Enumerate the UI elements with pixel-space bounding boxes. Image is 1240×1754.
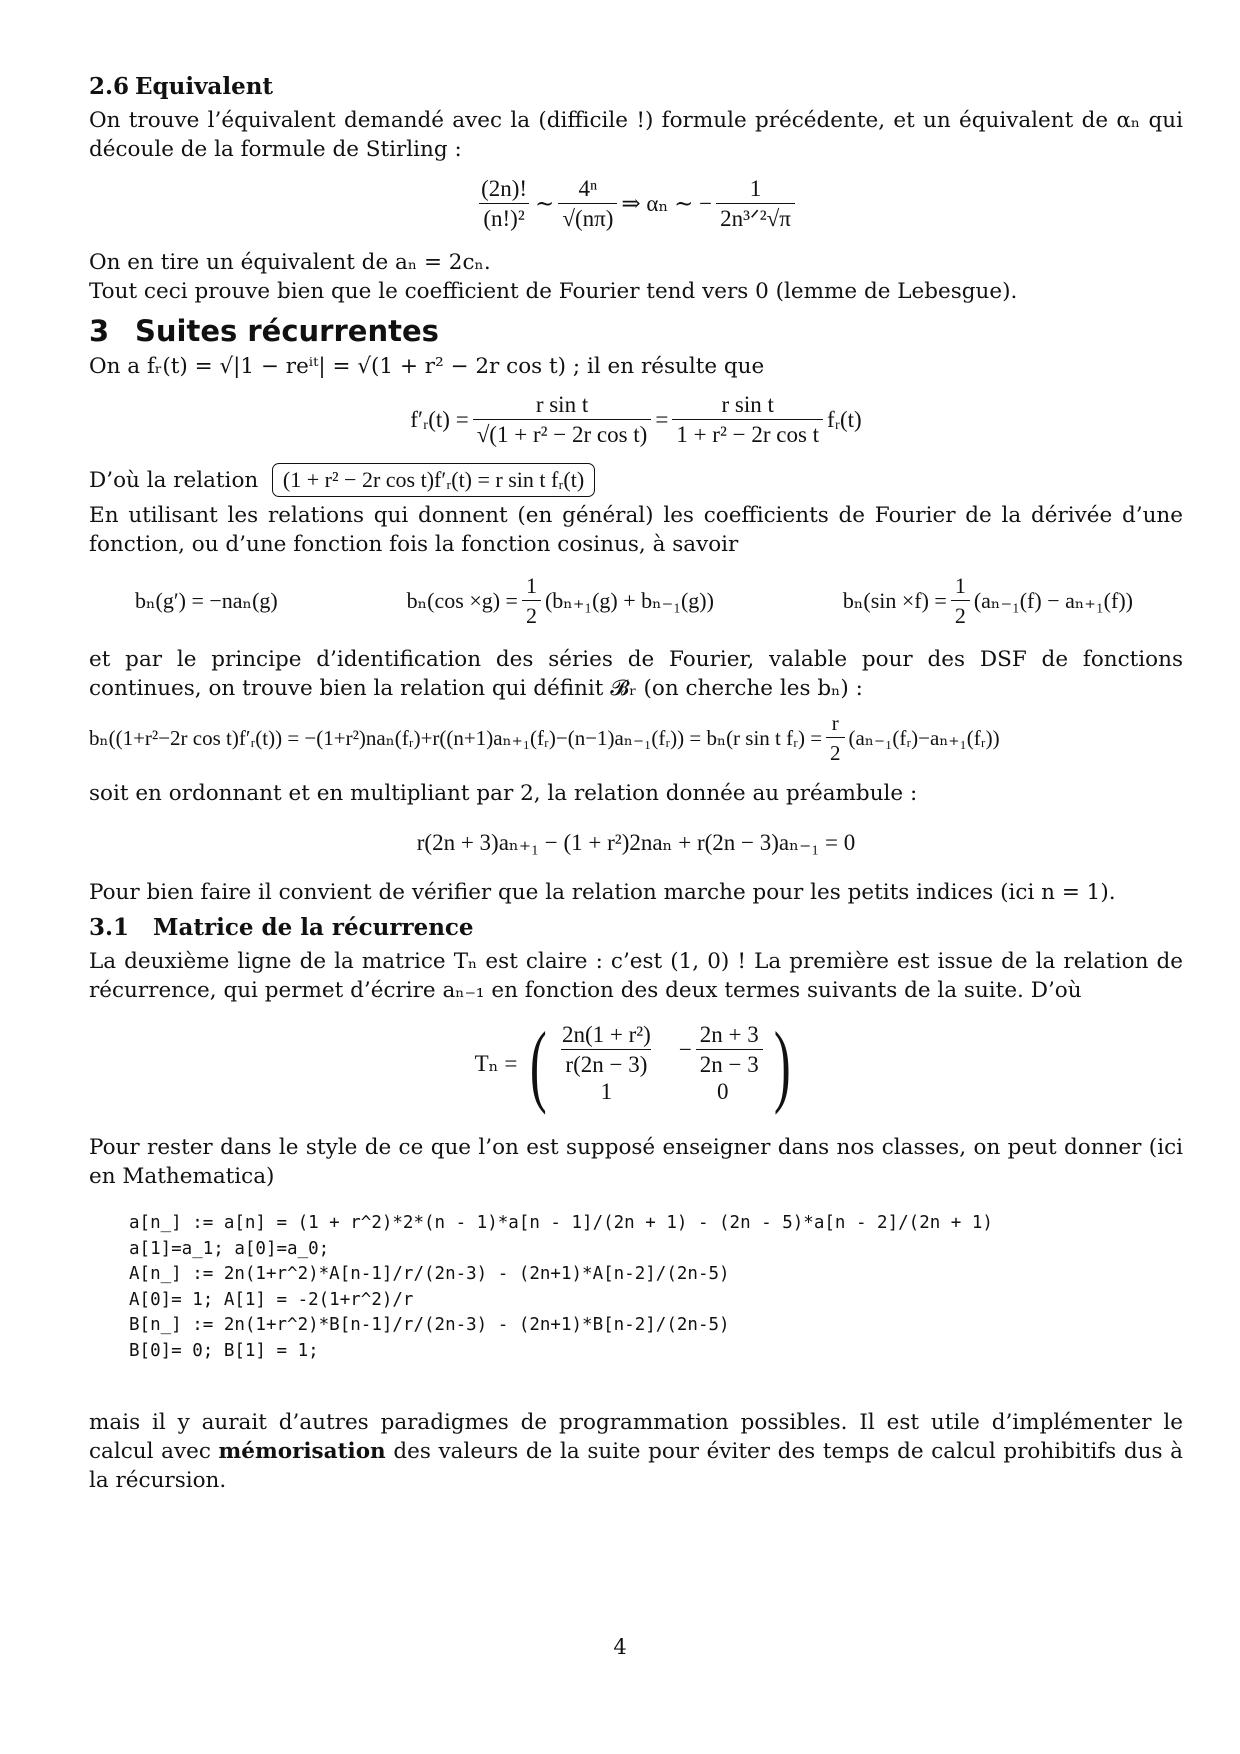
paragraph-small-indices: Pour bien faire il convient de vérifier que la relation marche pour les petits indices (ici n = 1). [89,880,1116,905]
fraction: $\frac{1}{2}$ [522,574,541,628]
section-number: 3.1 [89,914,130,941]
paragraph-lebesgue: Tout ceci prouve bien que le coefficient de Fourier tend vers 0 (lemme de Lebesgue). [89,279,1018,304]
equation-long-relation: bₙ((1+r²−2r cos t)f′ᵣ(t)) = −(1+r²)naₙ(fᵣ)+r((n+1)aₙ₊₁(fᵣ)−(n−1)aₙ₋₁(fᵣ)) = bₙ(r sin t fᵣ) = $\frac{r}{2}$ (aₙ₋₁(fᵣ)−aₙ₊₁(fᵣ)) [89,711,1000,765]
paragraph-ordering: soit en ordonnant et en multipliant par 2, la relation donnée au préambule : [89,781,918,806]
equation-matrix: Tₙ = ( $\frac{\text{2n(1 + r²)}}{r(2n - 3)}$ − $\frac{2n + 3}{2n - 3}$ 1 0 ) [89,1005,1183,1123]
fraction: $\frac{1}{\text{2n³ᐟ²√π}}$ [716,177,795,231]
code-line: A[n_] := 2n(1+r^2)*A[n-1]/r/(2n-3) - (2n+1)*A[n-2]/(2n-5) [129,1264,730,1284]
code-line: a[1]=a_1; a[0]=a_0; [129,1238,330,1259]
fraction: $\frac{\text{4ⁿ}}{√(n\pi)}$ [558,177,617,231]
section-title: Equivalent [135,73,274,100]
section-title: Matrice de la récurrence [153,914,474,941]
matrix-tn [523,1013,797,1115]
page-number: 4 [613,1635,627,1659]
matrix-entry: 1 [600,1079,613,1104]
paragraph-identification: et par le principe d’identification des séries de Fourier, valable pour des DSF de fonctions continues, on trouve bien la relation qui définit 𝓑ᵣ (on cherche les bₙ) : [89,647,1183,701]
section-title: Suites récurrentes [135,314,439,348]
code-line: B[n_] := 2n(1+r^2)*B[n-1]/r/(2n-3) - (2n+1)*B[n-2]/(2n-5) [129,1315,730,1335]
boxed-relation: (1 + r² − 2r cos t)f′ᵣ(t) = r sin t fᵣ(t) [272,463,595,497]
bold-term: mémorisation [218,1439,386,1464]
matrix-grid [554,1023,767,1105]
section-number: 2.6 [89,73,130,100]
fraction: $\frac{1}{2}$ [951,574,970,628]
paragraph-fr-definition: On a fᵣ(t) = √|1 − reⁱᵗ| = √(1 + r² − 2r cos t) ; il en résulte que [89,354,765,379]
paragraph-memoization: mais il y aurait d’autres paradigmes de programmation possibles. Il est utile d’implémenter le calcul avec mémorisation des valeurs de la suite pour éviter des temps de calcul prohibitifs dus à la récursion. [89,1410,1183,1493]
relation-sin: bₙ(sin ×f) = $\frac{1}{2}$ (aₙ₋₁(f) − aₙ₊₁(f)) [842,573,1133,628]
fraction: $\frac{2n + 3}{2n - 3}$ [696,1023,763,1077]
fraction: $\frac{\text{r sin t}}{\text{1 + r² − 2r cos t}}$ [672,393,823,447]
equation-recurrence: r(2n + 3)aₙ₊₁ − (1 + r²)2naₙ + r(2n − 3)aₙ₋₁ = 0 [416,830,856,855]
code-line: a[n_] := a[n] = (1 + r^2)*2*(n - 1)*a[n - 1]/(2n + 1) - (2n - 5)*a[n - 2]/(2n + 1) [129,1213,993,1233]
paragraph-relation: D’où la relation (1 + r² − 2r cos t)f′ᵣ(t) = r sin t fᵣ(t) [89,463,1183,499]
paragraph-matrix: La deuxième ligne de la matrice Tₙ est claire : c’est (1, 0) ! La première est issue de la relation de récurrence, qui permet d’écrire aₙ₋₁ en fonction des deux termes suivants de la suite. D’où [89,949,1183,1003]
left-paren: ( [530,1013,548,1115]
section-2-6-heading [89,68,1183,106]
code-line: A[0]= 1; A[1] = -2(1+r^2)/r [129,1289,414,1310]
right-paren: ) [773,1013,791,1115]
fraction: $\frac{r}{2}$ [826,711,845,765]
paragraph-equivalent-an: On en tire un équivalent de aₙ = 2cₙ. [89,250,491,275]
paragraph-mathematica: Pour rester dans le style de ce que l’on est supposé enseigner dans nos classes, on peut donner (ici en Mathematica) [89,1135,1183,1189]
section-number: 3 [89,314,110,348]
code-block [129,1211,1183,1364]
fraction: $\frac{(2n)!}{\text{(n!)²}}$ [481,176,528,231]
fraction: $\frac{\text{r sin t}}{\text{√(1 + r² − 2r cos t)}}$ [473,393,652,447]
section-3-heading [89,310,1183,352]
matrix-entry: $\frac{\text{2n(1 + r²)}}{r(2n - 3)}$ [561,1022,651,1077]
equation-coefficient-relations: bₙ(g′) = −naₙ(g) bₙ(cos ×g) = $\frac{1}{2}$ (bₙ₊₁(g) + bₙ₋₁(g)) bₙ(sin ×f) = $\frac{1}{2}$ (aₙ₋₁(f) − aₙ₊₁(f)) [135,573,1133,628]
matrix-entry: 0 [717,1079,729,1104]
matrix-entry: − $\frac{2n + 3}{2n - 3}$ [679,1023,767,1077]
equation-stirling: $\frac{(2n)!}{\text{(n!)²}}$ ∼ $\frac{\text{4ⁿ}}{√(n\pi)}$ ⇒ αₙ ∼ − $\frac{1}{\text{2n³ᐟ²√π}}$ [89,164,1183,244]
paragraph-equivalent: On trouve l’équivalent demandé avec la (difficile !) formule précédente, et un équivalent de αₙ qui découle de la formule de Stirling : [89,108,1183,162]
paragraph-fourier-coefficients: En utilisant les relations qui donnent (en général) les coefficients de Fourier de la dérivée d’une fonction, ou d’une fonction fois la fonction cosinus, à savoir [89,503,1183,557]
page-content [89,72,1183,1495]
equation-derivative: f′ᵣ(t) = $\frac{\text{r sin t}}{\text{√(1 + r² − 2r cos t)}}$ = $\frac{\text{r sin t}}{\text{1 + r² − 2r cos t}}$ fᵣ(t) [410,392,862,447]
section-3-1-heading [89,909,1183,947]
relation-cos: bₙ(cos ×g) = $\frac{1}{2}$ (bₙ₊₁(g) + bₙ₋₁(g)) [406,573,714,628]
code-line: B[0]= 0; B[1] = 1; [129,1340,319,1361]
